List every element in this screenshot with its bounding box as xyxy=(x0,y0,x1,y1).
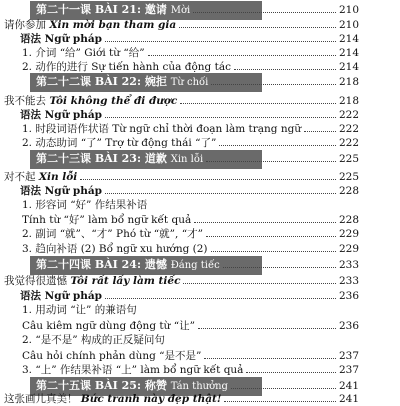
entry-label xyxy=(36,152,203,167)
grammar-item: 1. 时段词语作状语 Từ ngữ chỉ thời đoạn làm trạng ngữ xyxy=(22,123,302,135)
lesson-translation: Đáng tiếc xyxy=(170,260,220,271)
lesson-title: BÀI 24: xyxy=(94,258,145,271)
lesson-title: BÀI 22: xyxy=(94,75,145,88)
lesson-title: BÀI 25: xyxy=(94,379,145,392)
lesson-header[interactable] xyxy=(0,258,400,272)
entry-label xyxy=(36,3,190,18)
leader-dots xyxy=(179,18,336,28)
leader-dots xyxy=(246,363,336,373)
grammar-item: 1. 用动词 “让” 的兼语句 xyxy=(22,304,137,316)
dialogue-title-vn: Tôi rất lấy làm tiếc xyxy=(70,275,181,287)
page-number: 228 xyxy=(338,185,359,197)
toc-entry[interactable] xyxy=(0,108,400,122)
toc-entry[interactable] xyxy=(0,32,400,46)
toc-entry[interactable] xyxy=(0,363,400,377)
dialogue-title-cn: 我觉得很遗憾 xyxy=(4,275,71,287)
page-number: 222 xyxy=(338,123,359,135)
toc-entry[interactable] xyxy=(0,392,400,406)
toc-entry[interactable] xyxy=(0,94,400,108)
grammar-item: Tính từ “好” làm bổ ngữ kết quả xyxy=(22,214,192,226)
grammar-item: 3. “上” 作结果补语 “上” làm bổ ngữ kết quả xyxy=(22,364,244,376)
page-number: 241 xyxy=(338,380,359,392)
leader-dots xyxy=(234,60,336,70)
entry-label xyxy=(20,108,102,122)
lesson-word: 婉拒 xyxy=(144,75,171,88)
page-number: 229 xyxy=(338,243,359,255)
page-number: 236 xyxy=(338,320,359,332)
lesson-header[interactable] xyxy=(0,75,400,89)
grammar-label-vn: Ngữ pháp xyxy=(44,33,103,45)
toc-entry[interactable] xyxy=(0,46,400,60)
page-number: 218 xyxy=(338,76,359,88)
toc-entry[interactable] xyxy=(0,349,400,363)
grammar-label-cn: 语法 xyxy=(20,290,45,302)
toc-entry[interactable] xyxy=(0,122,400,136)
grammar-label-vn: Ngữ pháp xyxy=(44,290,103,302)
dialogue-title-vn: Bức tranh này đẹp thật! xyxy=(80,393,222,405)
page-number: 210 xyxy=(338,4,359,16)
lesson-word: 邀请 xyxy=(144,3,171,16)
page-number: 237 xyxy=(338,364,359,376)
lesson-title: BÀI 23: xyxy=(94,152,145,165)
toc-entry[interactable] xyxy=(0,274,400,288)
page-number: 222 xyxy=(338,137,359,149)
toc-entry[interactable] xyxy=(0,136,400,150)
toc-entry[interactable] xyxy=(0,213,400,227)
lesson-translation: Mời xyxy=(170,5,191,16)
toc-entry[interactable] xyxy=(0,333,400,347)
entry-label xyxy=(4,392,221,406)
grammar-item: 1. 介词 “给” Giới từ “给” xyxy=(22,47,145,59)
lesson-word: 道歉 xyxy=(144,152,171,165)
lesson-word: 称赞 xyxy=(144,379,171,392)
lesson-number: 第二十三课 xyxy=(36,152,95,165)
dialogue-title-vn: Xin lỗi xyxy=(38,171,78,183)
lesson-translation: Từ chối xyxy=(170,77,209,88)
grammar-item: 2. 动态助词 “了” Trợ từ động thái “了” xyxy=(22,137,217,149)
page-number: 214 xyxy=(338,33,359,45)
lesson-number: 第二十四课 xyxy=(36,258,95,271)
entry-label xyxy=(4,274,180,288)
leader-dots xyxy=(193,3,336,13)
page-number: 233 xyxy=(338,275,359,287)
grammar-item: 3. 趋向补语 (2) Bổ ngữ xu hướng (2) xyxy=(22,243,208,255)
toc-entry[interactable] xyxy=(0,170,400,184)
page-number: 218 xyxy=(338,95,359,107)
lesson-number: 第二十二课 xyxy=(36,75,95,88)
entry-label xyxy=(20,184,102,198)
lesson-title: BÀI 21: xyxy=(94,3,145,16)
grammar-item: 2. “是不是” 构成的正反疑问句 xyxy=(22,334,165,346)
lesson-header[interactable] xyxy=(0,3,400,17)
toc-entry[interactable] xyxy=(0,198,400,212)
leader-dots xyxy=(105,32,336,42)
leader-dots xyxy=(304,122,336,132)
grammar-label-cn: 语法 xyxy=(20,109,45,121)
leader-dots xyxy=(206,152,336,162)
leader-dots xyxy=(231,379,336,389)
leader-dots xyxy=(194,213,336,223)
dialogue-title-vn: Xin mời bạn tham gia xyxy=(49,19,177,31)
leader-dots xyxy=(224,392,335,402)
leader-dots xyxy=(180,94,336,104)
grammar-label-vn: Ngữ pháp xyxy=(44,185,103,197)
leader-dots xyxy=(198,319,336,329)
page-number: 233 xyxy=(338,259,359,271)
lesson-header[interactable] xyxy=(0,379,400,393)
page-number: 237 xyxy=(338,350,359,362)
entry-label xyxy=(4,170,77,184)
lesson-translation: Xin lỗi xyxy=(170,154,204,165)
entry-label xyxy=(4,18,176,32)
leader-dots xyxy=(105,289,336,299)
leader-dots xyxy=(105,108,336,118)
dialogue-title-cn: 这张画儿真美！ xyxy=(4,393,81,405)
toc-entry[interactable] xyxy=(0,289,400,303)
lesson-number: 第二十五课 xyxy=(36,379,95,392)
dialogue-title-cn: 我不能去 xyxy=(4,95,50,107)
dialogue-title-cn: 请你参加 xyxy=(4,19,50,31)
lesson-number: 第二十一课 xyxy=(36,3,95,16)
grammar-item: Câu kiêm ngữ dùng động từ “让” xyxy=(22,320,195,332)
leader-dots xyxy=(206,227,336,237)
page-number: 228 xyxy=(338,214,359,226)
grammar-label-vn: Ngữ pháp xyxy=(44,109,103,121)
leader-dots xyxy=(148,46,336,56)
leader-dots xyxy=(105,184,336,194)
grammar-item: Câu hỏi chính phản dùng “是不是” xyxy=(22,350,202,362)
grammar-item: 1. 形容词 “好” 作结果补语 xyxy=(22,199,148,211)
grammar-item: 2. 动作的进行 Sự tiến hành của động tác xyxy=(22,61,231,73)
leader-dots xyxy=(211,242,336,252)
page-number: 214 xyxy=(338,61,359,73)
page-number: 236 xyxy=(338,290,359,302)
entry-label xyxy=(36,258,220,273)
leader-dots xyxy=(204,349,336,359)
entry-label xyxy=(4,94,177,108)
toc-entry[interactable] xyxy=(0,184,400,198)
leader-dots xyxy=(211,75,336,85)
toc-entry[interactable] xyxy=(0,303,400,317)
entry-label xyxy=(36,75,208,90)
dialogue-title-vn: Tôi không thể đi được xyxy=(49,95,178,107)
lesson-header[interactable] xyxy=(0,152,400,166)
page-number: 225 xyxy=(338,153,359,165)
toc-entry[interactable] xyxy=(0,227,400,241)
lesson-word: 遗憾 xyxy=(144,258,171,271)
grammar-label-cn: 语法 xyxy=(20,185,45,197)
dialogue-title-cn: 对不起 xyxy=(4,171,39,183)
toc-entry[interactable] xyxy=(0,242,400,256)
leader-dots xyxy=(80,170,336,180)
page-number: 222 xyxy=(338,109,359,121)
grammar-label-cn: 语法 xyxy=(20,33,45,45)
toc-entry[interactable] xyxy=(0,18,400,32)
leader-dots xyxy=(183,274,335,284)
page-number: 225 xyxy=(338,171,359,183)
entry-label xyxy=(20,289,102,303)
page-number: 229 xyxy=(338,228,359,240)
toc-entry[interactable] xyxy=(0,60,400,74)
entry-label xyxy=(20,32,102,46)
leader-dots xyxy=(219,136,336,146)
leader-dots xyxy=(223,258,336,268)
page-number: 241 xyxy=(338,393,359,405)
page-number: 210 xyxy=(338,19,359,31)
toc-entry[interactable] xyxy=(0,319,400,333)
grammar-item: 2. 副词 “就”、“才” Phó từ “就”, “才” xyxy=(22,228,203,240)
page-number: 214 xyxy=(338,47,359,59)
lesson-translation: Tán thưởng xyxy=(170,381,228,392)
